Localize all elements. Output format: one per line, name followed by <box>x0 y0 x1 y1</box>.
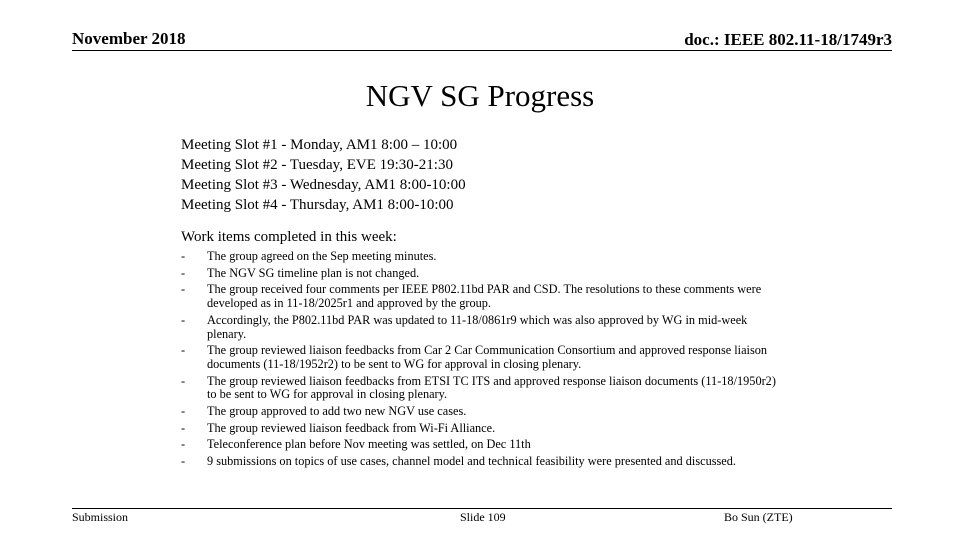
bullet-dash: - <box>181 437 186 452</box>
list-item <box>181 438 781 452</box>
bullet-dash: - <box>181 420 186 435</box>
list-item-text: The group received four comments per IEEE P802.11bd PAR and CSD. The resolutions to these comments were developed as in 11-18/2025r1 and approved by the group. <box>207 282 762 311</box>
list-item-text: The group agreed on the Sep meeting minutes. <box>207 249 437 263</box>
footer-submission: Submission <box>72 510 129 524</box>
footer-slide-number: Slide 109 <box>460 510 506 524</box>
list-item <box>181 283 781 310</box>
list-item <box>181 267 781 281</box>
list-item-text: 9 submissions on topics of use cases, channel model and technical feasibility were presented and discussed. <box>207 454 736 469</box>
work-items-list <box>181 250 781 472</box>
bullet-dash: - <box>181 312 186 327</box>
bullet-dash: - <box>181 249 186 263</box>
list-item-text: The group reviewed liaison feedback from Wi-Fi Alliance. <box>207 420 496 435</box>
header-rule <box>72 50 892 51</box>
bullet-dash: - <box>181 265 186 280</box>
list-item <box>181 405 781 419</box>
bullet-dash: - <box>181 373 186 388</box>
footer-author: Bo Sun (ZTE) <box>724 510 793 524</box>
list-item-text: Accordingly, the P802.11bd PAR was updated to 11-18/0861r9 which was also approved by WG in mid-week plenary. <box>207 312 748 341</box>
list-item-text: The group approved to add two new NGV use cases. <box>207 404 467 419</box>
list-item <box>181 314 781 341</box>
bullet-dash: - <box>181 454 186 469</box>
list-item <box>181 375 781 402</box>
meeting-slot: Meeting Slot #1 - Monday, AM1 8:00 – 10:00 <box>181 137 458 153</box>
meeting-slots <box>181 135 466 215</box>
meeting-slot: Meeting Slot #3 - Wednesday, AM1 8:00-10:00 <box>181 177 466 193</box>
work-items-label: Work items completed in this week: <box>181 229 397 245</box>
meeting-slot: Meeting Slot #4 - Thursday, AM1 8:00-10:00 <box>181 197 454 213</box>
header-date: November 2018 <box>72 29 186 48</box>
header-doc-id: doc.: IEEE 802.11-18/1749r3 <box>684 30 892 49</box>
list-item <box>181 344 781 371</box>
meeting-slot: Meeting Slot #2 - Tuesday, EVE 19:30-21:30 <box>181 157 453 173</box>
footer-rule <box>72 508 892 509</box>
list-item <box>181 422 781 436</box>
bullet-dash: - <box>181 282 186 297</box>
list-item-text: The NGV SG timeline plan is not changed. <box>207 265 420 280</box>
list-item-text: The group reviewed liaison feedbacks from Car 2 Car Communication Consortium and approved response liaison documents (11-18/1952r2) to be sent to WG for approval in closing plenary. <box>207 343 768 371</box>
list-item <box>181 455 781 469</box>
list-item <box>181 250 781 264</box>
bullet-dash: - <box>181 343 186 358</box>
slide-title: NGV SG Progress <box>365 78 595 113</box>
list-item-text: The group reviewed liaison feedbacks from ETSI TC ITS and approved response liaison documents (11-18/1950r2) to be sent to WG for approval in closing plenary. <box>207 373 776 402</box>
bullet-dash: - <box>181 404 186 419</box>
list-item-text: Teleconference plan before Nov meeting was settled, on Dec 11th <box>207 437 531 452</box>
